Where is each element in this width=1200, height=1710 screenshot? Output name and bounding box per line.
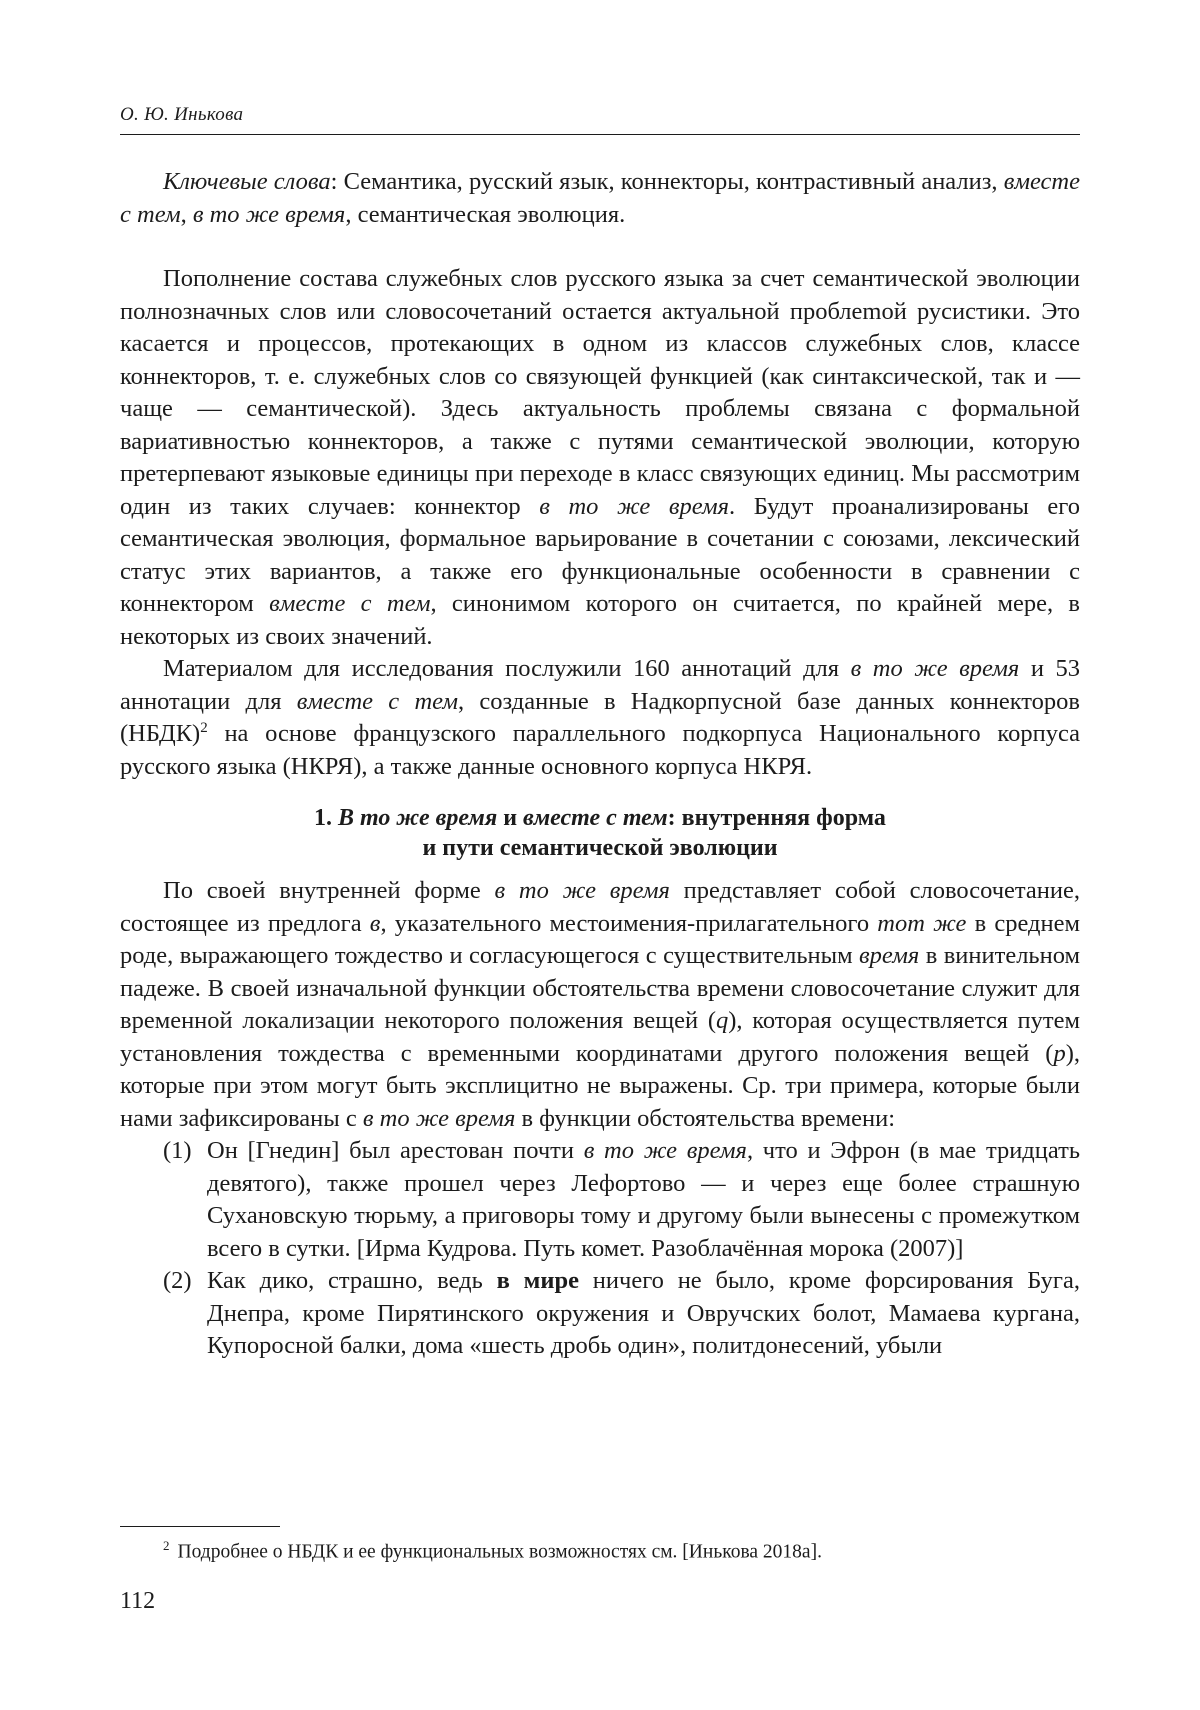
paragraph [120, 875, 1080, 1135]
header-rule [120, 134, 1080, 135]
text-run: . Будут проанализированы его семантическая эволюция, формальное варьирование в сочетании с союзами, лексический статус этих вариантов, а также его функциональные особенности в сравнении с коннектором [120, 492, 1080, 617]
term: время [859, 942, 920, 969]
paragraph [120, 653, 1080, 783]
term: в то же время [362, 1104, 516, 1132]
text-run: Он [Гнедин] был арестован почти [207, 1137, 584, 1164]
variable: q [715, 1007, 729, 1034]
term: В то же время [338, 805, 498, 831]
keywords-label: Ключевые слова [163, 168, 331, 195]
section-heading-line-1 [120, 803, 1080, 833]
text-run: на основе французского параллельного подкорпуса Национального корпуса русского языка (НКРЯ), а также данные основного корпуса НКРЯ. [120, 720, 1080, 780]
footnote-text: Подробнее о НБДК и ее функциональных возможностях см. [Инькова 2018а]. [177, 1541, 822, 1563]
footnote-reference[interactable]: 2 [200, 719, 208, 736]
text-run: ничего не было, кроме форсирования Буга, Днепра, кроме Пирятинского окружения и Овручских болот, Мамаева кургана, Купоросной балки, дома «шесть дробь один», политдонесений, убыли [207, 1267, 1080, 1359]
footnote-rule [120, 1526, 280, 1527]
text-run: представляет собой словосочетание, состоящее из предлога [120, 877, 1081, 937]
text-run: ), которая осуществляется путем установления тождества с временными координатами другого положения вещей ( [120, 1007, 1080, 1067]
keyword-term: в то же время [192, 200, 346, 228]
section-number: 1. [314, 805, 339, 831]
term: в то же время [539, 492, 730, 520]
text-run: Пополнение состава служебных слов русского языка за счет семантической эволюции полнозначных слов или словосочетаний остается актуальной проблеmой русистики. Это касается и процессов, протекающих в одном из классов служебных слов, классе коннекторов, т. е. служебных слов со связующей функцией (как синтаксической, так и — чаще — семантической). Здесь актуальность проблемы связана с формальной вариативностью коннекторов, а также с путями семантической эволюции, которую претерпевают языковые единицы при переходе в класс связующих единиц. Мы рассмотрим один из таких случаев: коннектор [120, 265, 1080, 520]
example-2 [120, 1265, 1080, 1363]
footnote [163, 1538, 822, 1564]
keywords-colon: : [330, 168, 344, 195]
body-text [120, 166, 1080, 1363]
text-run: в среднем роде, выражающего тождество и согласующегося с существительным [120, 909, 1081, 969]
term: вместе с тем [269, 590, 431, 617]
term: тот же [877, 909, 967, 937]
term: в [369, 909, 381, 937]
term: вместе с тем [523, 805, 668, 831]
text-run: Как дико, страшно, ведь [207, 1267, 497, 1294]
page-number: 112 [120, 1588, 156, 1614]
term: в то же время [850, 655, 1020, 682]
running-header-author: О. Ю. Инькова [120, 104, 244, 125]
term: вместе с тем [296, 687, 459, 715]
footnote-mark: 2 [163, 1538, 170, 1553]
text-run: : внутренняя форма [667, 805, 886, 831]
text-run: , синонимом которого он считается, по крайней мере, в некоторых из своих значений. [120, 590, 1080, 650]
example-1 [120, 1135, 1080, 1265]
bold-term: в мире [496, 1267, 579, 1294]
keywords-separator: , [180, 200, 193, 228]
text-run: , созданные в Надкорпусной базе данных коннекторов (НБДК) [120, 687, 1080, 747]
example-number: (2) [163, 1267, 192, 1294]
example-number: (1) [163, 1137, 192, 1164]
text-run: , что и Эфрон (в мае тридцать девятого), также прошел через Лефортово — и через еще более страшную Сухановскую тюрьму, а приговоры тому и другому были вынесены с промежутком всего в сутки. [Ирма Кудрова. Путь комет. Разоблачённая морока (2007)] [207, 1137, 1081, 1262]
term: в то же время [583, 1137, 747, 1164]
text-run: ), которые при этом могут быть эксплицитно не выражены. Ср. три примера, которые были нами зафиксированы с [120, 1039, 1080, 1132]
keywords-text: , семантическая эволюция. [345, 200, 626, 228]
keywords-text: Семантика, русский язык, коннекторы, контрастивный анализ, [343, 168, 1004, 195]
keyword-term: вместе с тем [120, 168, 1080, 228]
term: в то же время [494, 877, 670, 904]
section-heading-line-2: и пути семантической эволюции [422, 835, 778, 861]
section-heading [120, 803, 1080, 863]
keywords-paragraph [120, 166, 1080, 231]
paragraph [120, 263, 1080, 653]
text-run: и 53 аннотации для [120, 655, 1080, 715]
text-run: в функции обстоятельства времени: [515, 1104, 896, 1132]
text-run: и [497, 805, 524, 831]
text-run: По своей внутренней форме [163, 877, 495, 904]
text-run: , указательного местоимения-прилагательного [380, 909, 878, 937]
text-run: в винительном падеже. В своей изначальной функции обстоятельства времени словосочетание служит для временной локализации некоторого положения вещей ( [120, 942, 1080, 1034]
variable: p [1053, 1039, 1066, 1067]
text-run: Материалом для исследования послужили 160 аннотаций для [163, 655, 851, 682]
